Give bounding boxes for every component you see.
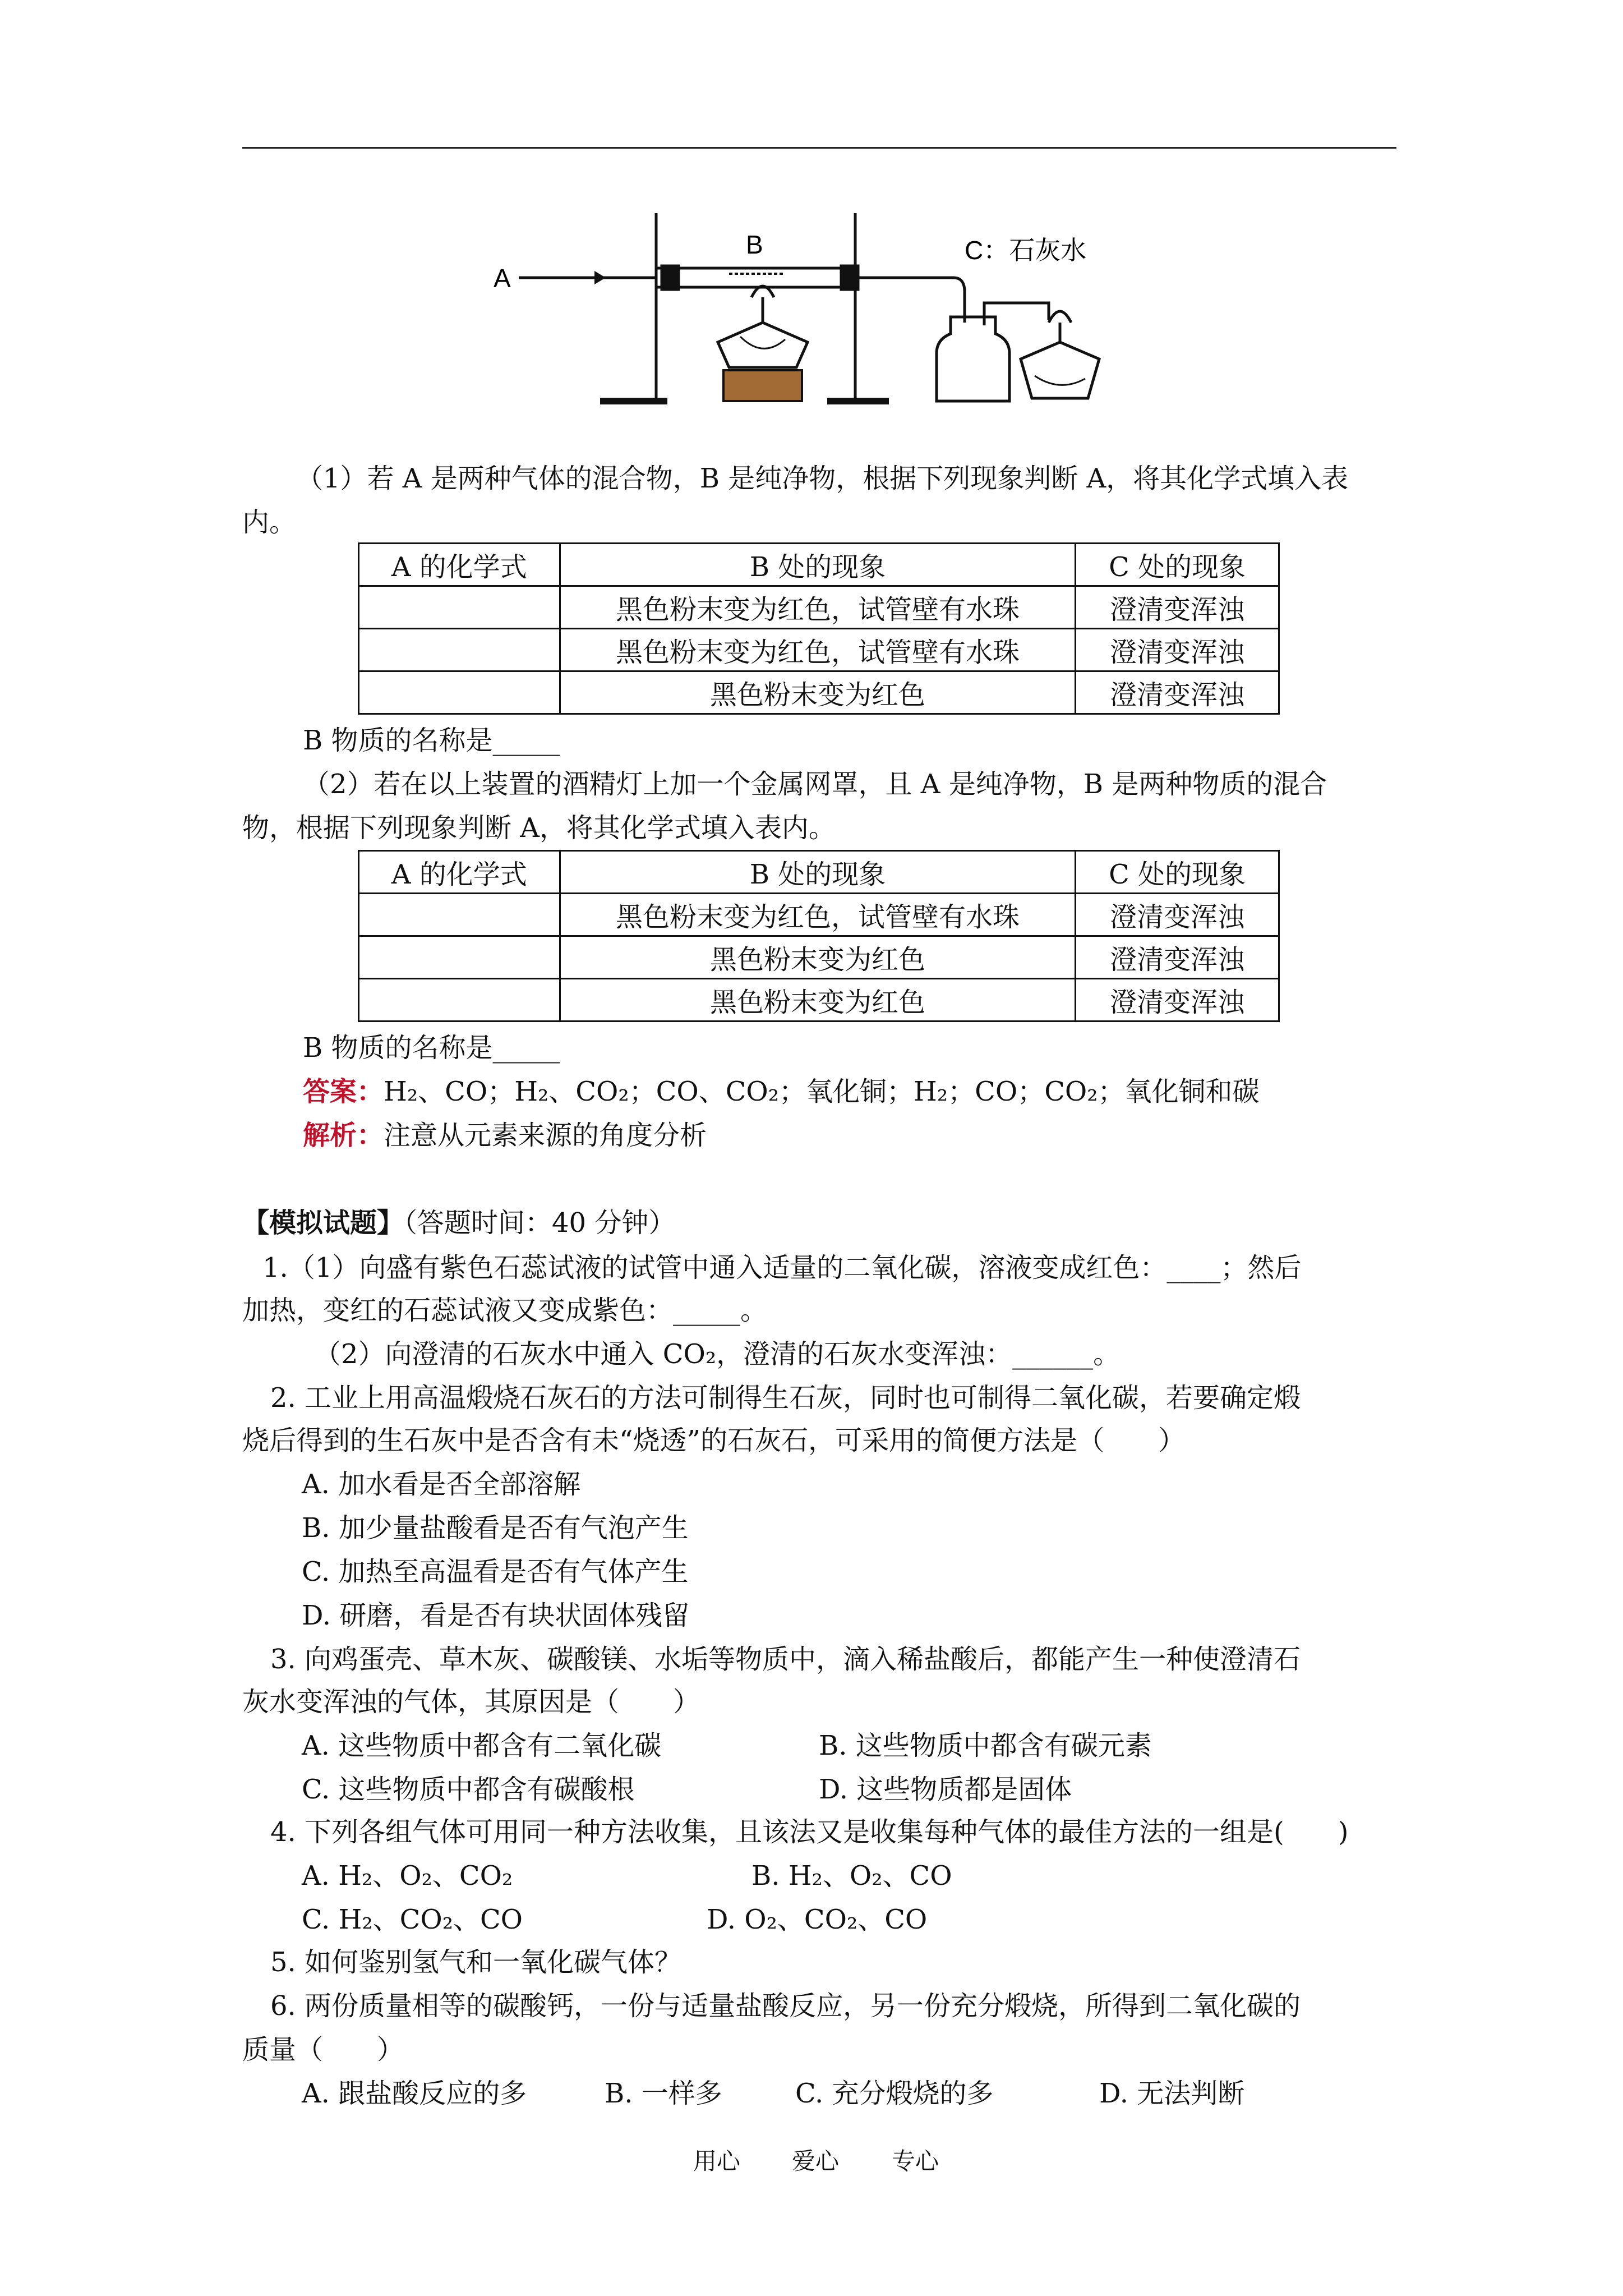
table2-header-b: B 处的现象 <box>560 851 1076 894</box>
table-cell <box>359 629 560 671</box>
footer-text: 专心 <box>892 2147 939 2175</box>
option-line: C. 充分煅烧的多 <box>795 2078 994 2109</box>
table-cell: 澄清变浑浊 <box>1076 894 1279 936</box>
table-row <box>359 894 1279 936</box>
table-cell: 黑色粉末变为红色，试管壁有水珠 <box>560 629 1076 671</box>
table-cell <box>359 586 560 629</box>
question-line: 灰水变浑浊的气体，其原因是（ ） <box>242 1686 700 1718</box>
q2-intro-line-2: 物，根据下列现象判断 A，将其化学式填入表内。 <box>242 812 836 844</box>
footer-text: 用心 <box>693 2147 741 2175</box>
table-cell <box>359 936 560 979</box>
table-cell: 澄清变浑浊 <box>1076 586 1279 629</box>
option-line: C. 加热至高温看是否有气体产生 <box>302 1556 689 1588</box>
question-line: 质量（ ） <box>242 2034 404 2065</box>
table-cell: 澄清变浑浊 <box>1076 936 1279 979</box>
table-cell <box>359 979 560 1022</box>
answer-label: 答案： <box>303 1076 384 1107</box>
option-line: B. 一样多 <box>605 2078 722 2109</box>
answer-text: H₂、CO；H₂、CO₂；CO、CO₂；氧化铜；H₂；CO；CO₂；氧化铜和碳 <box>384 1076 1260 1107</box>
question-line: 6. 两份质量相等的碳酸钙，一份与适量盐酸反应，另一份充分煅烧，所得到二氧化碳的 <box>270 1990 1301 2022</box>
table-cell <box>359 894 560 936</box>
mock-title: 【模拟试题】 <box>242 1207 404 1239</box>
option-line: C. H₂、CO₂、CO <box>302 1904 523 1935</box>
table-cell: 黑色粉末变为红色，试管壁有水珠 <box>560 586 1076 629</box>
mock-title-line <box>242 1206 675 1240</box>
option-line: D. 这些物质都是固体 <box>819 1774 1072 1805</box>
option-line: C. 这些物质中都含有碳酸根 <box>302 1774 635 1805</box>
table-cell <box>359 671 560 714</box>
question-line: 烧后得到的生石灰中是否含有未“烧透”的石灰石，可采用的简便方法是（ ） <box>242 1425 1186 1456</box>
table-cell: 黑色粉末变为红色 <box>560 671 1076 714</box>
b-name-line-2: B 物质的名称是_____ <box>303 1032 560 1064</box>
table-row <box>359 629 1279 671</box>
question-line: 2. 工业上用高温煅烧石灰石的方法可制得生石灰，同时也可制得二氧化碳，若要确定煅 <box>270 1382 1301 1414</box>
table-row <box>359 979 1279 1022</box>
table-1 <box>358 542 1280 715</box>
table1-header-b: B 处的现象 <box>560 544 1076 586</box>
option-line: D. O₂、CO₂、CO <box>707 1904 928 1935</box>
q2-intro-line-1: （2）若在以上装置的酒精灯上加一个金属网罩，且 A 是纯净物，B 是两种物质的混合 <box>303 769 1327 800</box>
table-cell: 澄清变浑浊 <box>1076 671 1279 714</box>
table-cell: 澄清变浑浊 <box>1076 979 1279 1022</box>
option-line: B. 加少量盐酸看是否有气泡产生 <box>302 1512 689 1544</box>
table-cell: 黑色粉末变为红色 <box>560 979 1076 1022</box>
question-line: 3. 向鸡蛋壳、草木灰、碳酸镁、水垢等物质中，滴入稀盐酸后，都能产生一种使澄清石 <box>270 1644 1301 1675</box>
option-line: B. H₂、O₂、CO <box>751 1860 952 1892</box>
q1-intro-line-2: 内。 <box>242 507 297 538</box>
option-line: A. 这些物质中都含有二氧化碳 <box>302 1730 662 1761</box>
analysis-line <box>303 1119 707 1152</box>
q1-intro-line-1: （1）若 A 是两种气体的混合物，B 是纯净物，根据下列现象判断 A，将其化学式填入表 <box>296 463 1349 494</box>
question-line: 5. 如何鉴别氢气和一氧化碳气体？ <box>270 1947 682 1978</box>
b-name-line-1: B 物质的名称是_____ <box>303 725 560 756</box>
analysis-label: 解析： <box>303 1120 384 1151</box>
option-line: D. 研磨，看是否有块状固体残留 <box>302 1600 690 1631</box>
table-row <box>359 936 1279 979</box>
option-line: B. 这些物质中都含有碳元素 <box>819 1730 1152 1761</box>
table1-header-a: A 的化学式 <box>359 544 560 586</box>
option-line: A. 加水看是否全部溶解 <box>302 1469 581 1500</box>
table-cell: 澄清变浑浊 <box>1076 629 1279 671</box>
table-row <box>359 586 1279 629</box>
table2-header-a: A 的化学式 <box>359 851 560 894</box>
table1-header-c: C 处的现象 <box>1076 544 1279 586</box>
question-line: 加热，变红的石蕊试液又变成紫色：_____。 <box>242 1295 768 1326</box>
diagram-label-b: B <box>746 230 763 259</box>
answer-line <box>303 1075 1260 1108</box>
question-line: 1.（1）向盛有紫色石蕊试液的试管中通入适量的二氧化碳，溶液变成红色：____；然后 <box>262 1252 1302 1283</box>
table-cell: 黑色粉末变为红色，试管壁有水珠 <box>560 894 1076 936</box>
table2-header-c: C 处的现象 <box>1076 851 1279 894</box>
question-line: （2）向澄清的石灰水中通入 CO₂，澄清的石灰水变浑浊：______。 <box>314 1338 1121 1370</box>
header-rule <box>242 147 1396 149</box>
footer-text: 爱心 <box>792 2147 840 2175</box>
mock-time: （答题时间：40 分钟） <box>404 1207 676 1239</box>
option-line: D. 无法判断 <box>1099 2078 1245 2109</box>
analysis-text: 注意从元素来源的角度分析 <box>384 1120 707 1151</box>
diagram-label-a: A <box>494 264 511 293</box>
apparatus-diagram <box>494 208 1155 438</box>
option-line: A. 跟盐酸反应的多 <box>302 2078 527 2109</box>
table-row <box>359 671 1279 714</box>
option-line: A. H₂、O₂、CO₂ <box>302 1860 513 1892</box>
table-2 <box>358 850 1280 1022</box>
question-line: 4. 下列各组气体可用同一种方法收集，且该法又是收集每种气体的最佳方法的一组是( ) <box>270 1816 1349 1848</box>
table-cell: 黑色粉末变为红色 <box>560 936 1076 979</box>
diagram-label-c: C：石灰水 <box>965 236 1087 265</box>
